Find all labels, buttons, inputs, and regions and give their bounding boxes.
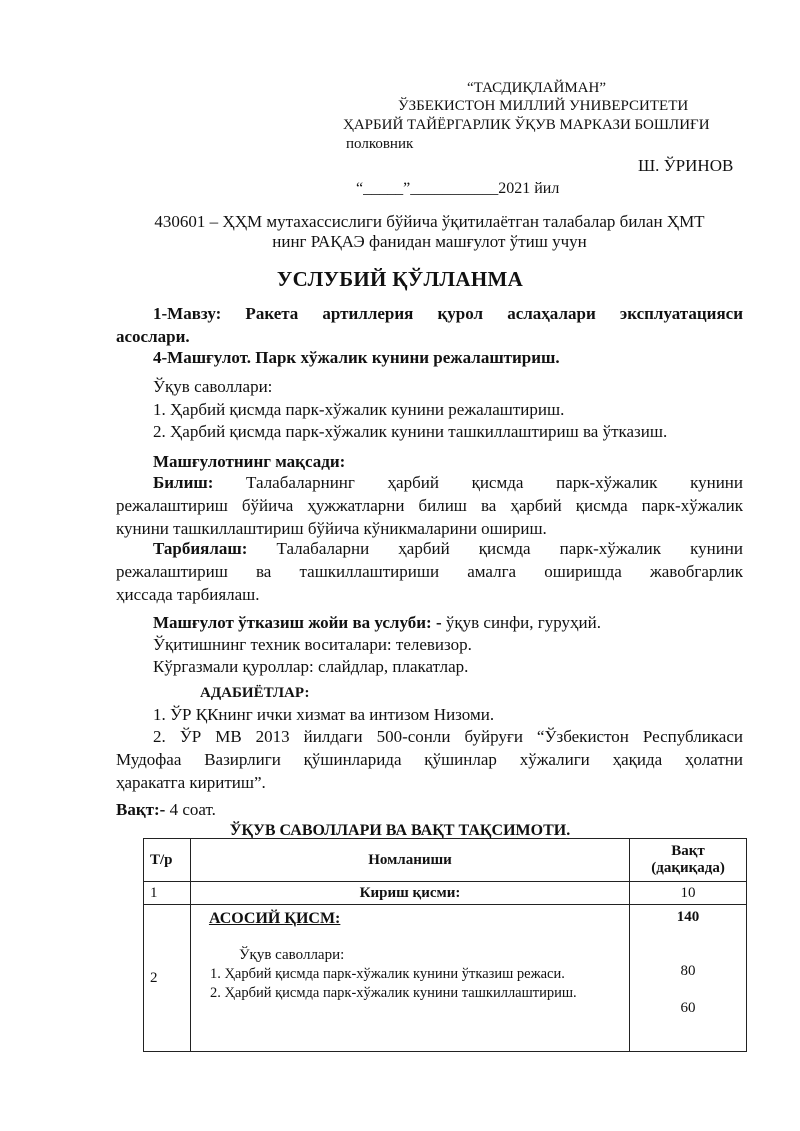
topic-line-2: асослари.: [116, 326, 190, 346]
knowledge-label: Билиш:: [153, 473, 214, 492]
knowledge-text-1: Талабаларнинг ҳарбий қисмда парк-хўжалик кунини: [213, 473, 743, 492]
study-question-1: 1. Ҳарбий қисмда парк-хўжалик кунини режалаштириш.: [153, 400, 565, 419]
upbringing-line-2: режалаштириш ва ташкиллаштириши амалга оширишда жавобгарлик: [116, 561, 743, 581]
approval-university: ЎЗБЕКИСТОН МИЛЛИЙ УНИВЕРСИТЕТИ: [398, 98, 689, 114]
time-value: 4 соат.: [165, 800, 216, 819]
approval-heading: “ТАСДИҚЛАЙМАН”: [467, 80, 606, 96]
topic-line-1: 1-Мавзу: Ракета артиллерия қурол аслаҳалари эксплуатацияси: [153, 304, 743, 323]
row2-question-1: 1. Ҳарбий қисмда парк-хўжалик кунини ўтказиш режаси.: [209, 966, 565, 983]
header-name: Номланиши: [190, 839, 629, 882]
question-1-time: 80: [680, 963, 696, 980]
tech-means: Ўқитишнинг техник воситалари: телевизор.: [153, 635, 472, 654]
literature-item-2: [116, 726, 743, 795]
header-time-line-1: Вақт: [671, 842, 705, 859]
time-label: Вақт:-: [116, 800, 166, 819]
row1-time: 10: [630, 882, 747, 905]
intro-line-2: нинг РАҚАЭ фанидан машғулот ўтиш учун: [272, 232, 587, 251]
topic: [116, 303, 743, 349]
header-time: [630, 839, 747, 882]
upbringing-line-3: ҳиссада тарбиялаш.: [116, 584, 260, 604]
main-section-time: 140: [676, 909, 700, 926]
question-2-time: 60: [680, 1000, 696, 1017]
place-line: [153, 612, 601, 635]
table-header-row: [144, 839, 747, 882]
row2-time: [630, 905, 747, 1052]
lesson-title: 4-Машғулот. Парк хўжалик кунини режалаштириш.: [153, 348, 560, 367]
knowledge-line-1: [116, 472, 743, 495]
knowledge-line-3: кунини ташкиллаштириш бўйича кўникмаларини ошириш.: [116, 518, 547, 538]
literature-item-2-line-2: Мудофаа Вазирлиги қўшинларида қўшинлар хўжалиги ҳақида ҳолатни: [116, 749, 743, 769]
table-row: [144, 882, 747, 905]
approval-date: “_____”___________2021 йил: [356, 180, 560, 197]
table-title: ЎҚУВ САВОЛЛАРИ ВА ВАҚТ ТАҚСИМОТИ.: [229, 822, 571, 839]
row2-name: [190, 905, 629, 1052]
literature-item-2-line-3: ҳаракатга киритиш”.: [116, 772, 266, 792]
literature-item-2-line-1: 2. ЎР МВ 2013 йилдаги 500-сонли буйруғи “Ўзбекистон Республикаси: [153, 727, 743, 746]
study-questions-heading: Ўқув саволлари:: [153, 377, 273, 396]
table-row: [144, 905, 747, 1052]
place-value: ўқув синфи, гуруҳий.: [441, 613, 601, 632]
row2-num: 2: [144, 905, 191, 1052]
row2-questions-heading: Ўқув саволлари:: [238, 947, 345, 964]
intro-line-1: 430601 – ҲҲМ мутахассислиги бўйича ўқитилаётган талабалар билан ҲМТ: [154, 212, 705, 231]
schedule-table: [143, 838, 747, 1052]
main-section-label: АСОСИЙ ҚИСМ:: [208, 910, 341, 928]
header-num: Т/р: [144, 839, 191, 882]
goal-upbringing: [116, 538, 743, 607]
row1-num: 1: [144, 882, 191, 905]
upbringing-line-1: [116, 538, 743, 561]
study-question-2: 2. Ҳарбий қисмда парк-хўжалик кунини ташкиллаштириш ва ўтказиш.: [153, 422, 668, 441]
row1-name: Кириш қисми:: [190, 882, 629, 905]
place-label: Машғулот ўтказиш жойи ва услуби: -: [153, 613, 442, 632]
row2-question-2: 2. Ҳарбий қисмда парк-хўжалик кунини ташкиллаштириш.: [209, 985, 577, 1002]
upbringing-text-1: Талабаларни ҳарбий қисмда парк-хўжалик кунини: [247, 539, 743, 558]
knowledge-line-2: режалаштириш бўйича ҳужжатларни билиш ва ҳарбий қисмда парк-хўжалик: [116, 495, 743, 515]
approval-center: ҲАРБИЙ ТАЙЁРГАРЛИК ЎҚУВ МАРКАЗИ БОШЛИҒИ: [343, 117, 710, 133]
time-line: [116, 799, 216, 822]
literature-heading: АДАБИЁТЛАР:: [200, 685, 310, 701]
visual-aids: Кўргазмали қуроллар: слайдлар, плакатлар.: [153, 657, 469, 676]
goal-knowledge: [116, 472, 743, 541]
header-time-line-2: (дақиқада): [651, 860, 725, 876]
literature-item-1: 1. ЎР ҚКнинг ички хизмат ва интизом Низоми.: [153, 705, 495, 724]
approval-rank: полковник: [346, 136, 414, 152]
approval-signatory: Ш. ЎРИНОВ: [638, 156, 734, 175]
document-title: УСЛУБИЙ ҚЎЛЛАНМА: [276, 267, 524, 291]
upbringing-label: Тарбиялаш:: [153, 539, 248, 558]
goal-heading: Машғулотнинг мақсади:: [153, 452, 346, 471]
